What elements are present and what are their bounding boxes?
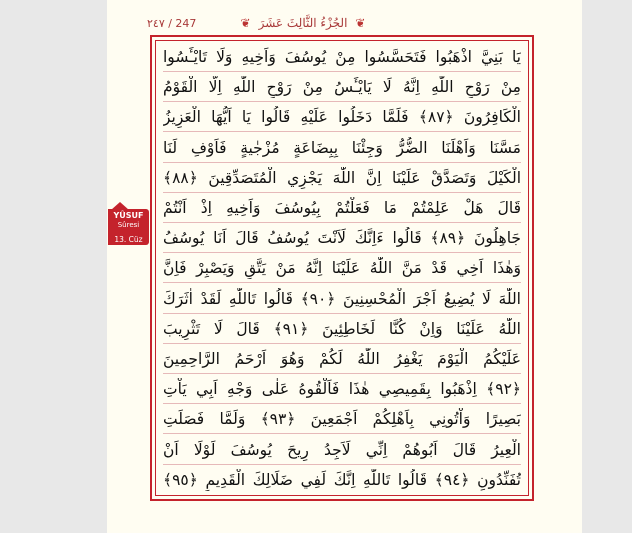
- left-margin-area: [0, 0, 107, 533]
- juz-header: [228, 13, 378, 33]
- juz-title: الجُزْءُ الثَّالِثَ عَشَرَ: [258, 16, 348, 30]
- verse-line: اللّٰهَ لَا يُضِيعُ اَجْرَ الْمُحْسِنِينَ ﴿٩٠﴾ قَالُوا تَاللّٰهِ لَقَدْ اٰثَرَكَ: [163, 289, 521, 308]
- line-divider: [163, 403, 521, 404]
- verse-line: وَهٰذَا اَخِي قَدْ مَنَّ اللّٰهُ عَلَيْنَا اِنَّهُ مَنْ يَتَّقِ وَيَصْبِرْ فَاِنَّ: [163, 259, 521, 278]
- line-divider: [163, 222, 521, 223]
- verse-line: عَلَيْكُمُ الْيَوْمَ يَغْفِرُ اللّٰهُ لَكُمْ وَهُوَ اَرْحَمُ الرَّاحِمِينَ: [163, 350, 521, 368]
- line-divider: [163, 162, 521, 163]
- verse-line: ﴿٩٢﴾ اِذْهَبُوا بِقَمِيصِي هٰذَا فَاَلْقُوهُ عَلٰى وَجْهِ اَبِي يَاْتِ: [163, 380, 521, 399]
- line-divider: [163, 101, 521, 102]
- verse-line: جَاهِلُونَ ﴿٨٩﴾ قَالُوا ءَاِنَّكَ لَاَنْتَ يُوسُفُ قَالَ اَنَا يُوسُفُ: [163, 229, 521, 248]
- line-divider: [163, 373, 521, 374]
- line-divider: [163, 433, 521, 434]
- verse-line: الْعِيرُ قَالَ اَبُوهُمْ اِنِّي لَاَجِدُ رِيحَ يُوسُفَ لَوْلَا اَنْ: [163, 440, 521, 459]
- line-divider: [163, 71, 521, 72]
- line-divider: [163, 343, 521, 344]
- right-margin-area: [582, 0, 632, 533]
- line-divider: [163, 464, 521, 465]
- line-divider: [163, 192, 521, 193]
- verse-line: قَالَ هَلْ عَلِمْتُمْ مَا فَعَلْتُمْ بِيُوسُفَ وَاَخِيهِ اِذْ اَنْتُمْ: [163, 199, 521, 217]
- verse-line: يَا بَنِيَّ اذْهَبُوا فَتَحَسَّسُوا مِنْ يُوسُفَ وَاَخِيهِ وَلَا تَايْـَٔسُوا: [163, 48, 521, 66]
- page-number: ٢٤٧ / 247: [147, 17, 197, 30]
- juz-label: 13. Cüz: [114, 235, 143, 244]
- verse-line: الْكَيْلَ وَتَصَدَّقْ عَلَيْنَا اِنَّ اللّٰهَ يَجْزِي الْمُتَصَدِّقِينَ ﴿٨٨﴾: [163, 168, 521, 187]
- verse-line: بَصِيرًا وَاْتُونِي بِاَهْلِكُمْ اَجْمَعِينَ ﴿٩٣﴾ وَلَمَّا فَصَلَتِ: [163, 410, 521, 429]
- line-divider: [163, 313, 521, 314]
- ornament-right-icon: ❦: [355, 16, 366, 30]
- verse-line: مَسَّنَا وَاَهْلَنَا الضُّرُّ وَجِئْنَا بِبِضَاعَةٍ مُزْجٰيةٍ فَاَوْفِ لَنَا: [163, 138, 521, 157]
- line-divider: [163, 282, 521, 283]
- verse-line: تُفَنِّدُونِ ﴿٩٤﴾ قَالُوا تَاللّٰهِ اِنَّكَ لَفِي ضَلَالِكَ الْقَدِيمِ ﴿٩٥﴾: [163, 470, 521, 489]
- surah-name: YÛSUF: [113, 211, 144, 220]
- verse-line: مِنْ رَوْحِ اللّٰهِ اِنَّهُ لَا يَايْـَٔسُ مِنْ رَوْحِ اللّٰهِ اِلَّا الْقَوْمُ: [163, 78, 521, 97]
- line-divider: [163, 252, 521, 253]
- surah-label: Sûresi: [117, 221, 140, 229]
- line-divider: [163, 131, 521, 132]
- ornament-left-icon: ❦: [240, 16, 251, 30]
- verse-line: اللّٰهُ عَلَيْنَا وَاِنْ كُنَّا لَخَاطِئِينَ ﴿٩١﴾ قَالَ لَا تَثْرِيبَ: [163, 319, 521, 338]
- verse-line: الْكَافِرُونَ ﴿٨٧﴾ فَلَمَّا دَخَلُوا عَلَيْهِ قَالُوا يَا اَيُّهَا الْعَزِيزُ: [163, 108, 521, 127]
